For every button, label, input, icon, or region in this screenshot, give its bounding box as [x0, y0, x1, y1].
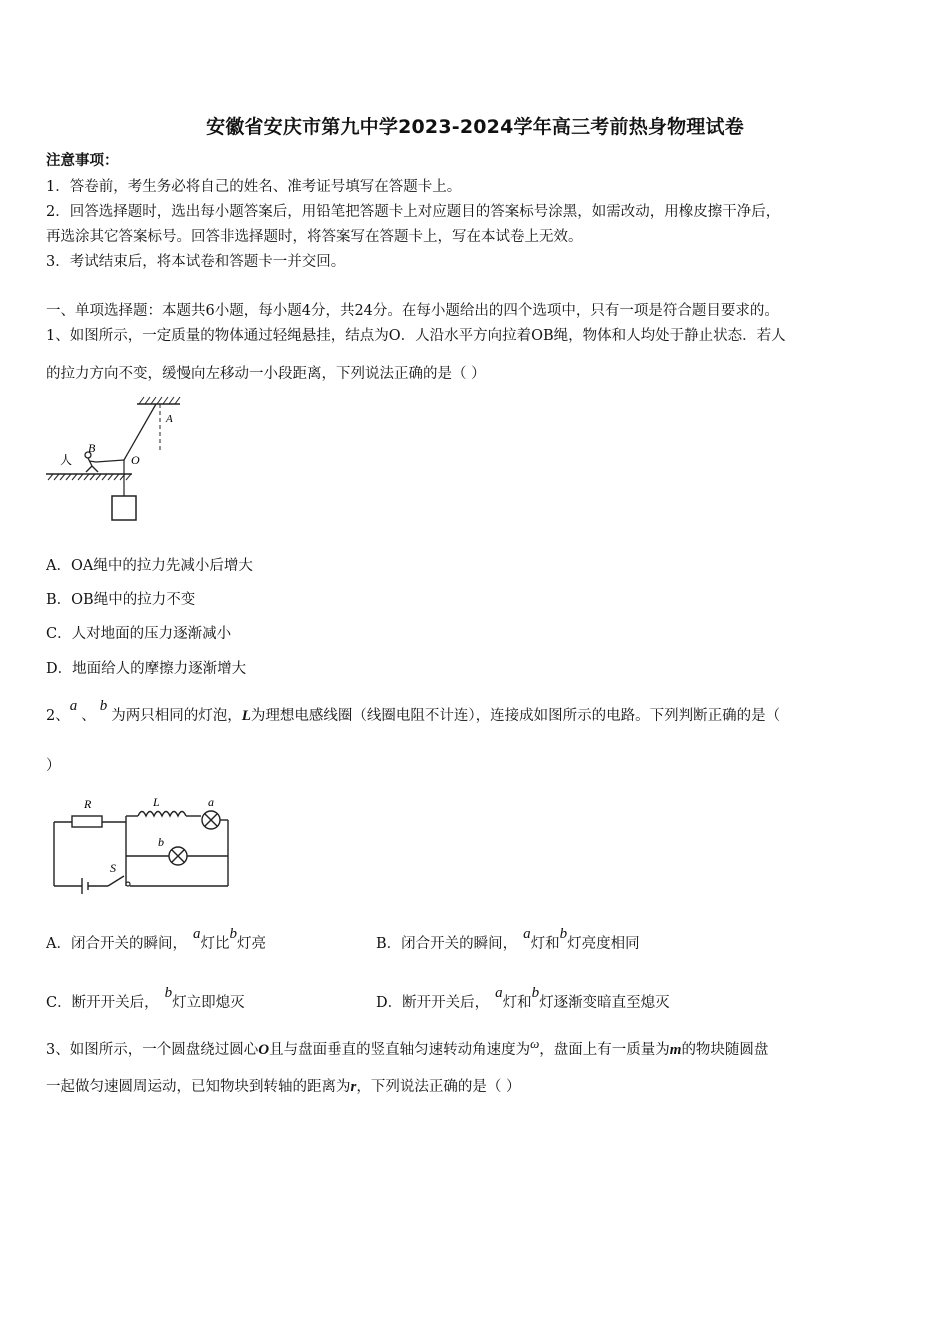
fig2-label-s: S [110, 861, 116, 875]
fig1-label-o: O [131, 453, 140, 467]
fig1-label-a: A [166, 413, 173, 425]
notice-item-3: 3．考试结束后，将本试卷和答题卡一并交回。 [46, 254, 346, 270]
q1-stem-line2: 的拉力方向不变，缓慢向左移动一小段距离，下列说法正确的是（ ） [46, 366, 486, 382]
q1-option-b: B．OB绳中的拉力不变 [46, 592, 196, 608]
notice-item-1: 1．答卷前，考生务必将自己的姓名、准考证号填写在答题卡上。 [46, 179, 462, 195]
fig1-label-person: 人 [60, 453, 73, 467]
q1-option-a: A．OA绳中的拉力先减小后增大 [46, 558, 253, 574]
q2-option-b: B．闭合开关的瞬间，a灯和b灯亮度相同 [376, 926, 640, 952]
q1-option-c: C．人对地面的压力逐渐减小 [46, 626, 232, 642]
q1-option-d: D．地面给人的摩擦力逐渐增大 [46, 661, 247, 677]
q2-option-a: A．闭合开关的瞬间，a灯比b灯亮 [46, 926, 266, 952]
fig2-label-a: a [208, 795, 214, 809]
section-heading: 一、单项选择题：本题共6小题，每小题4分，共24分。在每小题给出的四个选项中，只有一项是符合题目要求的。 [46, 303, 779, 319]
q2-stem-line1: 2、a、b为两只相同的灯泡，L为理想电感线圈（线圈电阻不计连），连接成如图所示的电路。下列判断正确的是（ [46, 698, 781, 724]
q2-stem-line2: ） [46, 758, 61, 774]
q2-circuit-figure [48, 794, 238, 894]
q1-stem-line1: 1、如图所示，一定质量的物体通过轻绳悬挂，结点为O．人沿水平方向拉着OB绳，物体和人均处于静止状态．若人 [46, 328, 786, 344]
notice-heading: 注意事项： [46, 152, 119, 169]
q2-sym-a: a [69, 698, 78, 714]
fig2-label-r: R [84, 797, 92, 811]
fig2-label-b: b [158, 835, 164, 849]
q1-figure [42, 392, 192, 528]
fig2-label-l: L [153, 795, 160, 809]
q2-option-d: D．断开开关后，a灯和b灯逐渐变暗直至熄灭 [376, 985, 670, 1011]
q2-option-c: C．断开开关后，b灯立即熄灭 [46, 985, 245, 1011]
notice-item-2-cont: 再选涂其它答案标号。回答非选择题时，将答案写在答题卡上，写在本试卷上无效。 [46, 229, 583, 245]
q3-stem-line1: 3、如图所示，一个圆盘绕过圆心O且与盘面垂直的竖直轴匀速转动角速度为ω，盘面上有一质量为m的物块随圆盘 [46, 1036, 769, 1058]
notice-item-2: 2．回答选择题时，选出每小题答案后，用铅笔把答题卡上对应题目的答案标号涂黑，如需改动，用橡皮擦干净后， [46, 204, 781, 220]
q2-sym-b: b [99, 698, 108, 714]
fig1-label-b: B [88, 441, 96, 455]
page-title: 安徽省安庆市第九中学2023-2024学年高三考前热身物理试卷 [206, 116, 744, 138]
q3-stem-line2: 一起做匀速圆周运动，已知物块到转轴的距离为r，下列说法正确的是（ ） [46, 1079, 521, 1095]
